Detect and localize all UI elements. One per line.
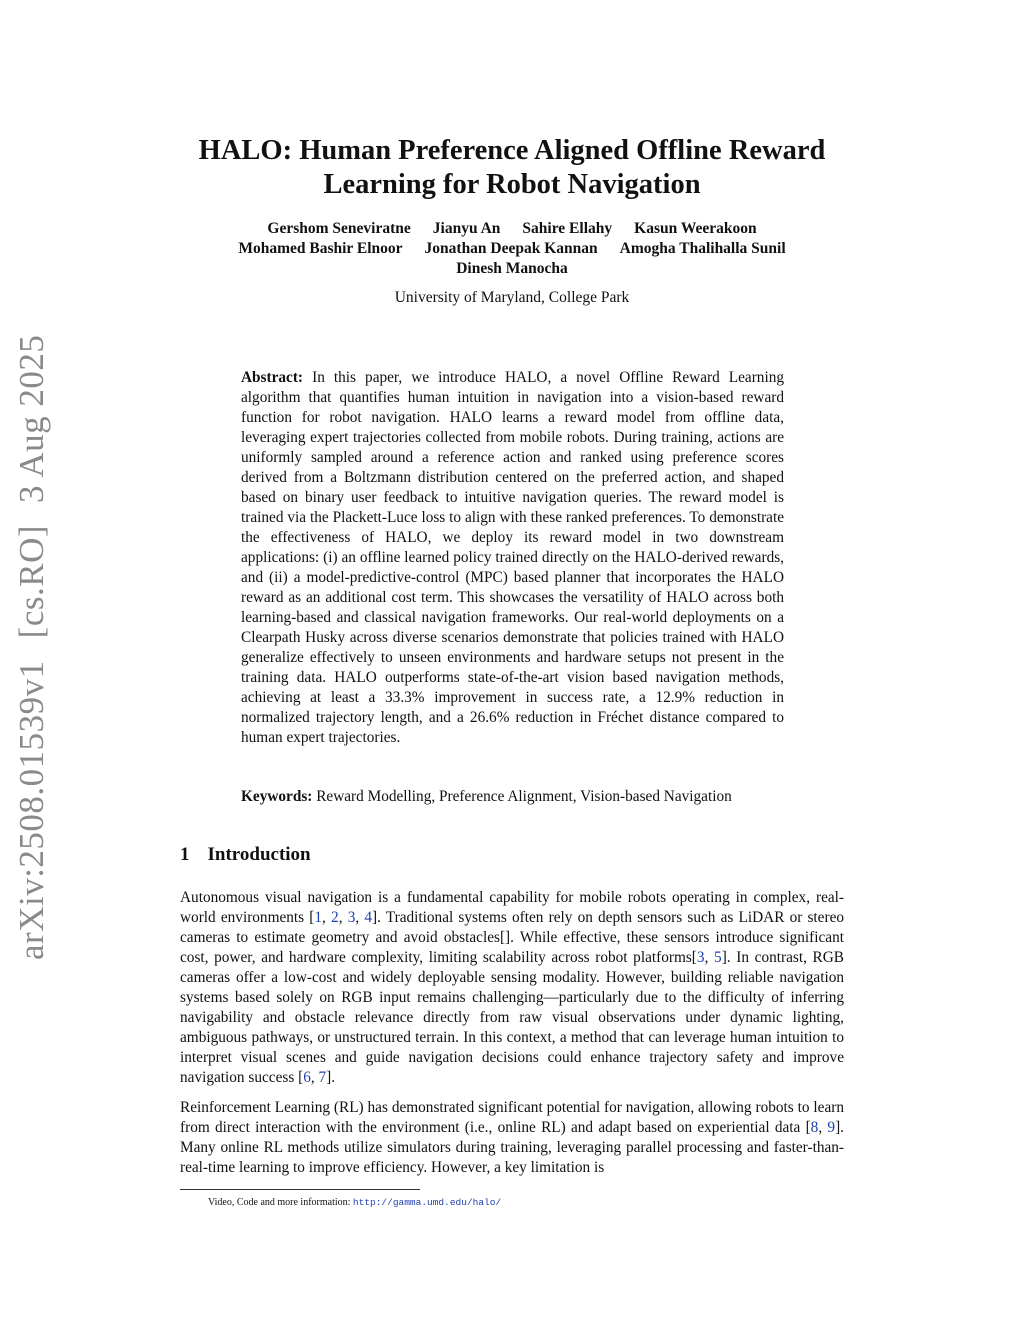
paragraph-text: Autonomous visual navigation is a fundamental capability for mobile robots operating in complex, real-world environments [ [180,889,844,926]
citation-separator: , [704,949,715,966]
author-row-3 [150,259,874,279]
author-name: Sahire Ellahy [522,220,613,237]
author-name: Jonathan Deepak Kannan [424,240,598,257]
intro-paragraph-2 [180,1098,844,1178]
footnote [208,1196,501,1209]
arxiv-date: 3 Aug 2025 [12,334,51,503]
paper-title [150,134,874,202]
footnote-divider [180,1189,420,1190]
abstract-text: In this paper, we introduce HALO, a novel Offline Reward Learning algorithm that quantifies human intuition in navigation into a vision-based reward function for robot navigation. HALO learns a reward model from offline data, leveraging expert trajectories collected from mobile robots. During training, actions are uniformly sampled around a reference action and ranked using preference scores derived from a Boltzmann distribution centered on the preferred action, and shaped based on binary user feedback to intuitive navigation queries. The reward model is trained via the Plackett-Luce loss to align with these ranked preferences. To demonstrate the effectiveness of HALO, we deploy its reward model in two downstream applications: (i) an offline learned policy trained directly on the HALO-derived rewards, and (ii) a model-predictive-control (MPC) based planner that incorporates the HALO reward as an additional cost term. This showcases the versatility of HALO across both learning-based and classical navigation frameworks. Our real-world deployments on a Clearpath Husky across diverse scenarios demonstrate that policies trained with HALO generalize effectively to unseen environments and hardware setups not present in the training data. HALO outperforms state-of-the-art vision based navigation methods, achieving at least a 33.3% improvement in success rate, a 12.9% reduction in normalized trajectory length, and a 26.6% reduction in Fréchet distance compared to human expert trajectories. [241,369,784,746]
abstract [241,368,784,748]
citation-link[interactable]: 5 [714,949,722,966]
arxiv-identifier-stamp [12,334,52,960]
keywords-label: Keywords: [241,788,313,805]
citation-link[interactable]: 7 [318,1069,327,1086]
citation-link[interactable]: 8 [810,1119,819,1136]
citation-link[interactable]: 4 [364,909,373,926]
paragraph-text: ]. [326,1069,336,1086]
author-row-2 [150,239,874,259]
citation-link[interactable]: 3 [347,909,356,926]
footnote-text: Video, Code and more information: [208,1197,353,1208]
citation-link[interactable]: 3 [696,949,705,966]
arxiv-id: arXiv:2508.01539v1 [12,660,51,960]
arxiv-category: [cs.RO] [12,524,51,639]
author-list [150,219,874,279]
author-name: Kasun Weerakoon [634,220,757,237]
paragraph-text: ]. In contrast, RGB cameras offer a low-cost and widely deployable sensing modality. However, building reliable navigation systems based solely on RGB input remains challenging—particularly due to the difficulty of inferring navigability and obstacle relevance directly from raw visual observations under dynamic lighting, ambiguous pathways, or unstructured terrain. In this context, a method that can leverage human intuition to interpret visual scenes and guide navigation decisions could enhance trajectory safety and improve navigation success [ [180,949,844,1086]
paragraph-text: ]. Traditional systems often rely on depth sensors such as LiDAR or stereo cameras to estimate geometry and avoid obstacles[]. While effective, these sensors introduce significant cost, power, and hardware complexity, limiting scalability across robot platforms[ [180,909,845,966]
section-heading-introduction [180,844,311,866]
author-name: Jianyu An [432,220,501,237]
intro-paragraph-1 [180,888,844,1088]
author-name: Amogha Thalihalla Sunil [619,240,786,257]
affiliation: University of Maryland, College Park [394,289,630,306]
citation-separator: , [310,1069,319,1086]
citation-separator: , [338,909,348,926]
abstract-label: Abstract: [241,369,304,386]
citation-link[interactable]: 6 [303,1069,311,1086]
footnote-url-link[interactable]: http://gamma.umd.edu/halo/ [352,1197,502,1208]
keywords [241,787,801,807]
author-name: Gershom Seneviratne [267,220,411,237]
title-line-2: Learning for Robot Navigation [323,169,701,200]
citation-separator: , [322,909,332,926]
citation-link[interactable]: 1 [314,909,323,926]
keywords-text: Reward Modelling, Preference Alignment, Vision-based Navigation [316,788,732,805]
citation-link[interactable]: 2 [331,909,339,926]
paragraph-text: ]. Many online RL methods utilize simulators during training, leveraging parallel processing and faster-than-real-time learning to improve efficiency. However, a key limitation is [180,1119,844,1176]
section-title: Introduction [207,844,311,865]
section-number: 1 [180,844,190,865]
citation-separator: , [355,909,365,926]
author-row-1 [150,219,874,239]
author-name: Mohamed Bashir Elnoor [238,240,403,257]
title-line-1: HALO: Human Preference Aligned Offline Reward [198,135,826,166]
citation-link[interactable]: 9 [827,1119,836,1136]
citation-separator: , [818,1119,828,1136]
paragraph-text: Reinforcement Learning (RL) has demonstrated significant potential for navigation, allowing robots to learn from direct interaction with the environment (i.e., online RL) and adapt based on experiential data [ [180,1099,844,1136]
author-name: Dinesh Manocha [456,260,568,277]
